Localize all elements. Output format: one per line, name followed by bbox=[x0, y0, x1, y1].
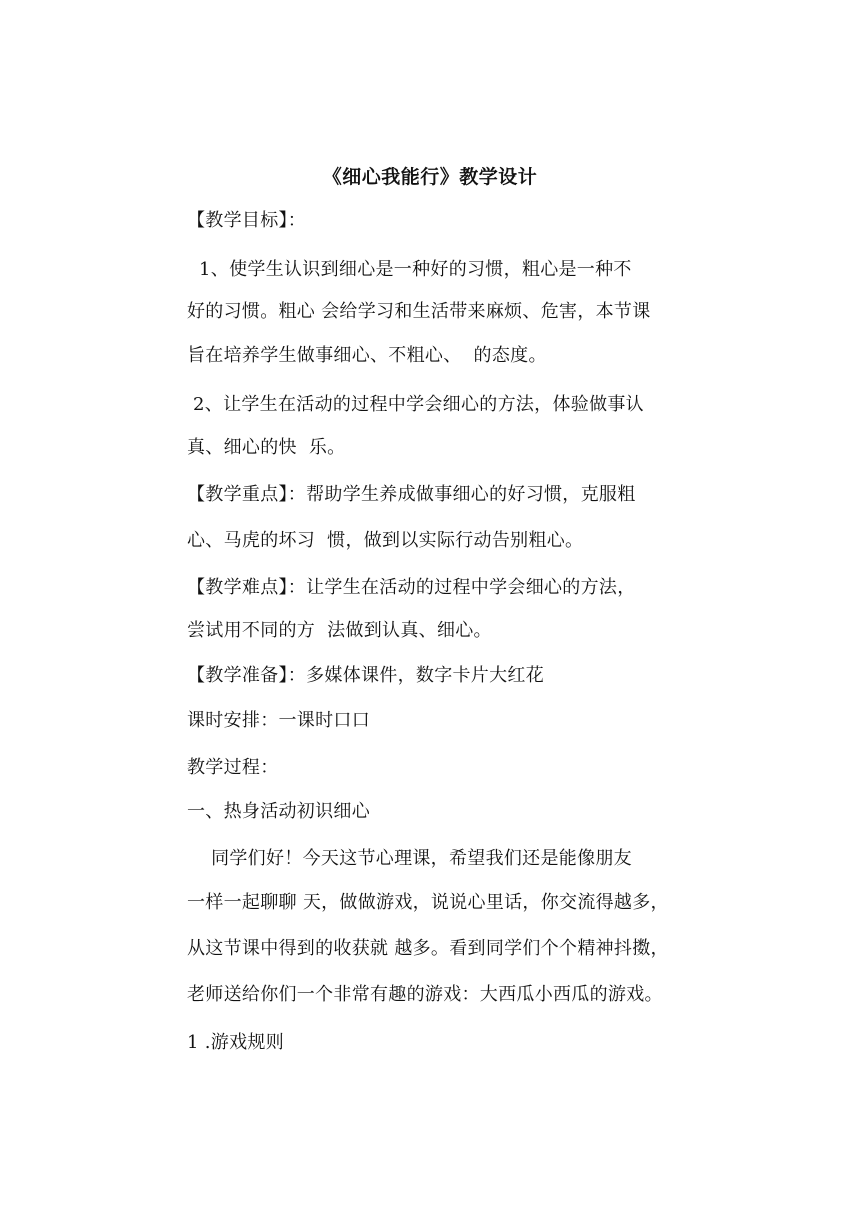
paragraph-line: 真、细心的快 乐。 bbox=[187, 437, 346, 458]
paragraph-line: 从这节课中得到的收获就 越多。看到同学们个个精神抖擞， bbox=[187, 938, 669, 959]
paragraph-line: 旨在培养学生做事细心、不粗心、 的态度。 bbox=[187, 345, 547, 366]
game-rules-heading: 1 .游戏规则 bbox=[187, 1032, 284, 1053]
paragraph-line: 同学们好！今天这节心理课，希望我们还是能像朋友 bbox=[187, 848, 632, 869]
paragraph-line: 1、使学生认识到细心是一种好的习惯，粗心是一种不 bbox=[187, 259, 632, 280]
document-title: 《细心我能行》教学设计 bbox=[322, 166, 538, 188]
schedule-line: 课时安排：一课时口口 bbox=[187, 710, 370, 731]
paragraph-line: 心、马虎的坏习 惯，做到以实际行动告别粗心。 bbox=[187, 530, 584, 551]
paragraph-line: 尝试用不同的方 法做到认真、细心。 bbox=[187, 620, 492, 641]
section-heading-objectives: 【教学目标】： bbox=[187, 210, 307, 231]
paragraph-line: 一样一起聊聊 天，做做游戏，说说心里话，你交流得越多， bbox=[187, 892, 669, 913]
paragraph-line: 2、让学生在活动的过程中学会细心的方法，体验做事认 bbox=[187, 394, 644, 415]
section-heading-difficulties: 【教学难点】：让学生在活动的过程中学会细心的方法， bbox=[187, 577, 636, 598]
section-heading-preparation: 【教学准备】：多媒体课件，数字卡片大红花 bbox=[187, 665, 544, 686]
process-heading: 教学过程： bbox=[187, 757, 279, 778]
section-heading-key-points: 【教学重点】：帮助学生养成做事细心的好习惯，克服粗 bbox=[187, 484, 636, 505]
paragraph-line: 好的习惯。粗心 会给学习和生活带来麻烦、危害，本节课 bbox=[187, 301, 651, 322]
activity-heading: 一、热身活动初识细心 bbox=[187, 801, 370, 822]
paragraph-line: 老师送给你们一个非常有趣的游戏：大西瓜小西瓜的游戏。 bbox=[187, 984, 663, 1005]
